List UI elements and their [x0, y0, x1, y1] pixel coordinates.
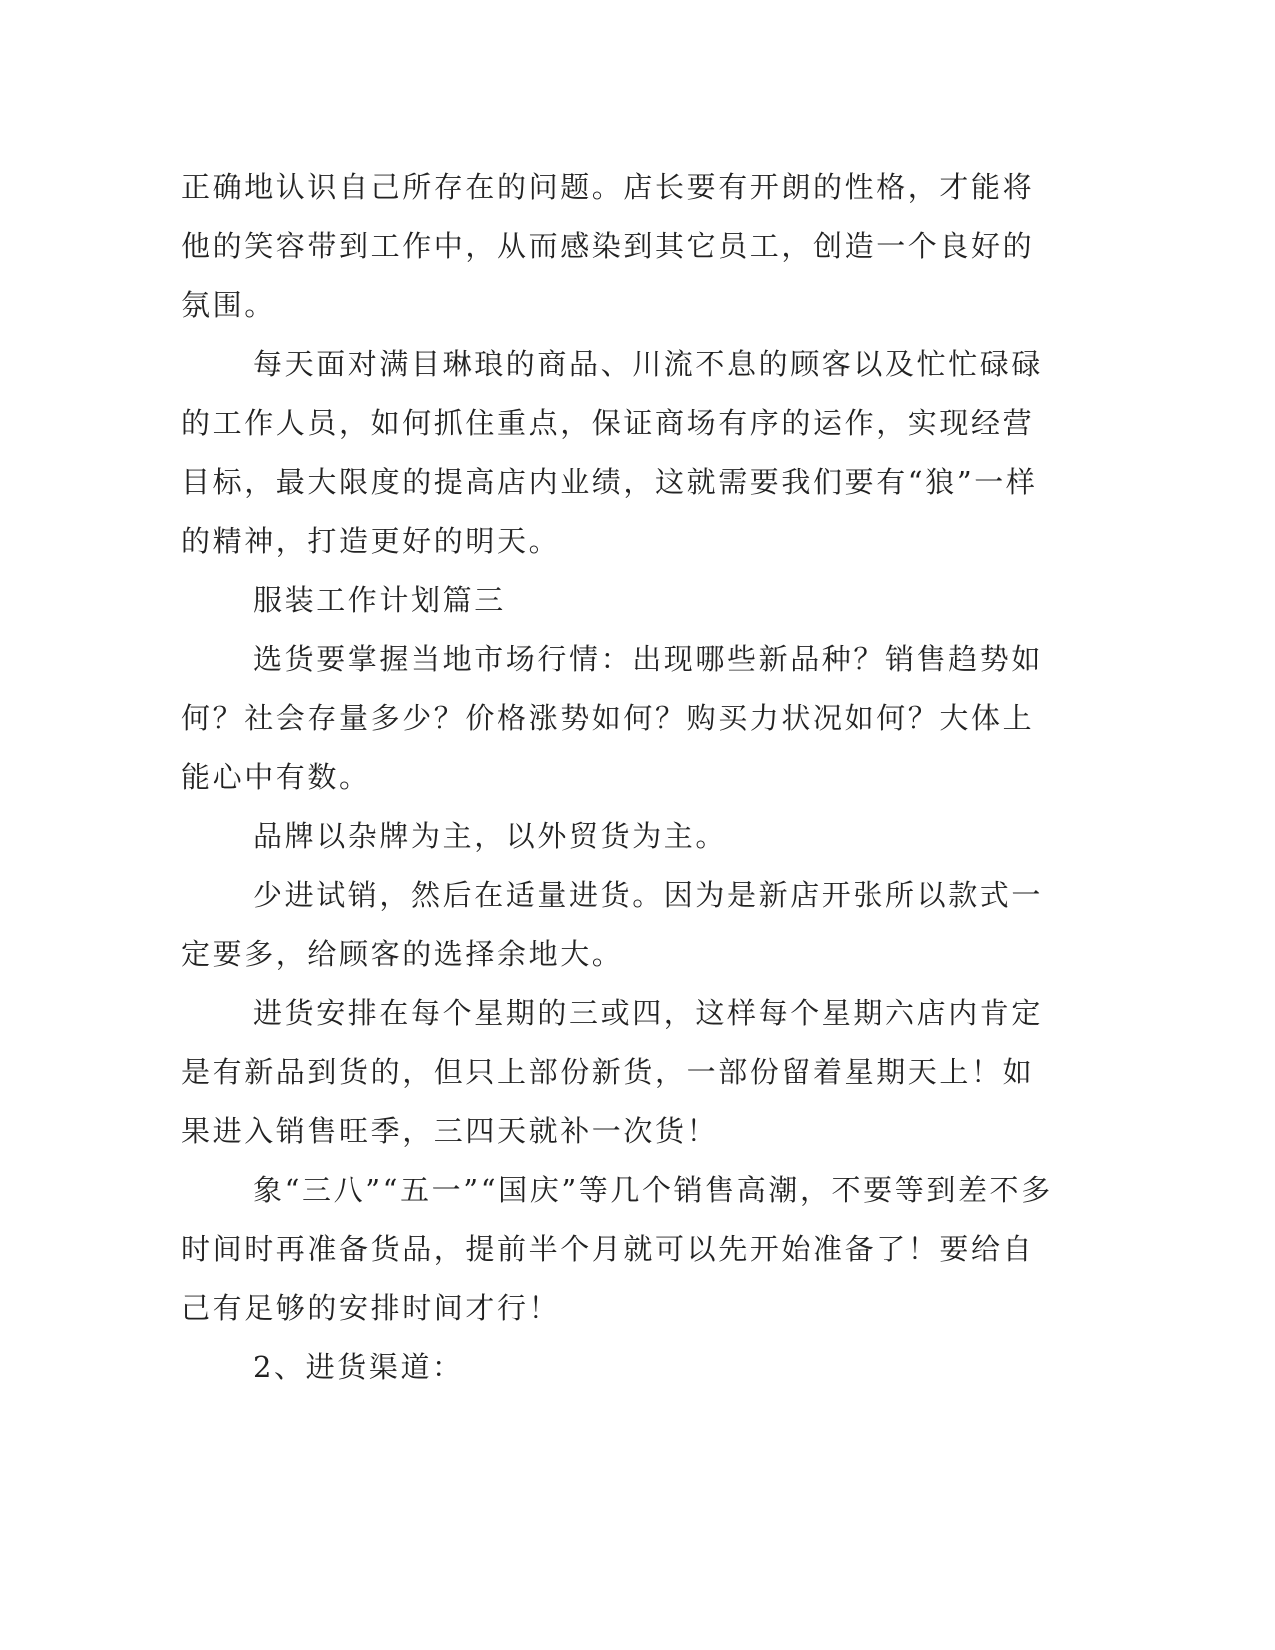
subheading: 2、进货渠道：	[253, 1350, 464, 1384]
section-heading: 服装工作计划篇三	[253, 583, 506, 617]
paragraph: 进货安排在每个星期的三或四，这样每个星期六店内肯定是有新品到货的，但只上部份新货，一部份留着星期天上！如果进入销售旺季，三四天就补一次货！	[181, 996, 1044, 1148]
paragraph: 每天面对满目琳琅的商品、川流不息的顾客以及忙忙碌碌的工作人员，如何抓住重点，保证商场有序的运作，实现经营目标，最大限度的提高店内业绩，这就需要我们要有“狼”一样的精神，打造更好的明天。	[181, 347, 1044, 558]
paragraph: 正确地认识自己所存在的问题。店长要有开朗的性格，才能将他的笑容带到工作中，从而感染到其它员工，创造一个良好的氛围。	[181, 170, 1035, 322]
paragraph: 品牌以杂牌为主，以外贸货为主。	[253, 819, 728, 853]
paragraph: 少进试销，然后在适量进货。因为是新店开张所以款式一定要多，给顾客的选择余地大。	[181, 878, 1044, 971]
paragraph: 选货要掌握当地市场行情：出现哪些新品种？销售趋势如何？社会存量多少？价格涨势如何？购买力状况如何？大体上能心中有数。	[181, 642, 1044, 794]
document-body	[181, 158, 1061, 1397]
paragraph: 象“三八”“五一”“国庆”等几个销售高潮，不要等到差不多时间时再准备货品，提前半个月就可以先开始准备了！要给自己有足够的安排时间才行！	[181, 1173, 1053, 1325]
